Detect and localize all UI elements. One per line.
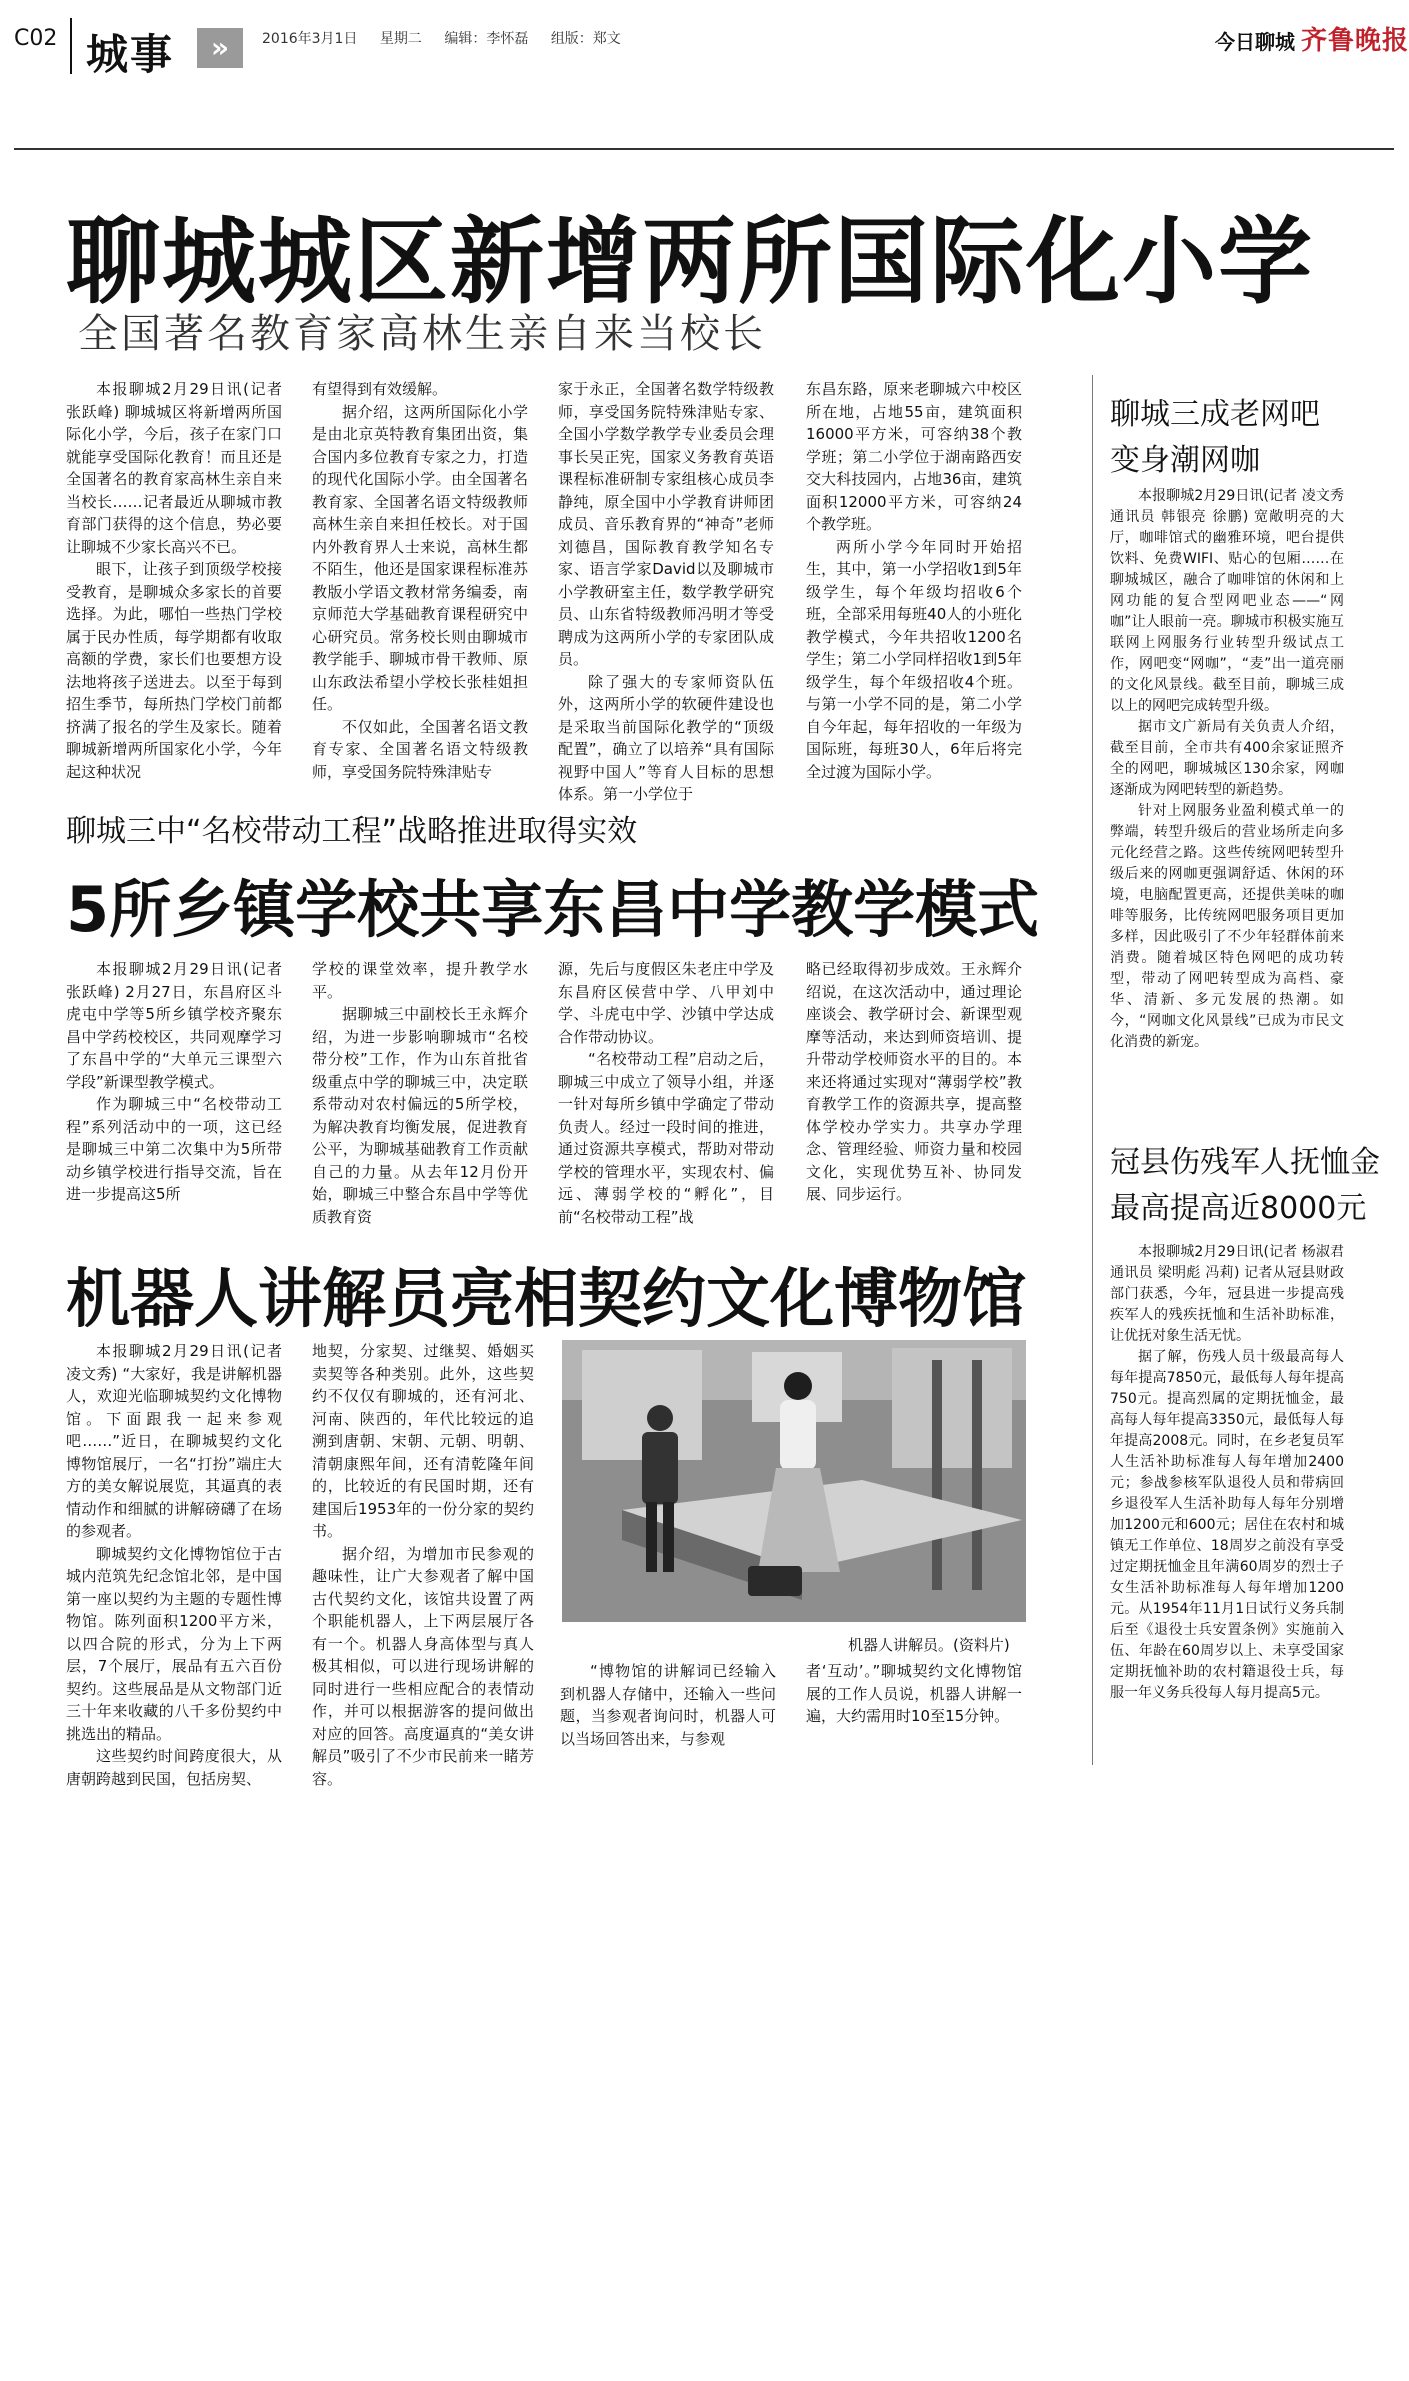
paragraph: 据介绍，为增加市民参观的趣味性，让广大参观者了解中国古代契约文化，该馆共设置了两个职能机器人，上下两层展厅各有一个。机器人身高体型与真人极其相似，可以进行现场讲解的同时进行一些相应配合的表情动作，并可以根据游客的提问做出对应的回答。高度逼真的“美女讲解员”吸引了不少市民前来一睹芳容。 (312, 1544, 534, 1788)
side1-headline: 聊城三成老网吧 变身潮网咖 (1110, 397, 1320, 478)
story2-column-3 (558, 958, 774, 1228)
paragraph: 本报聊城2月29日讯(记者 张跃峰) 聊城城区将新增两所国际化小学，今后，孩子在家门口就能享受国际化教育！而且还是全国著名的教育家高林生亲自来当校长……记者最近从聊城市教育部门获得的这个信息，势必要让聊城不少家长高兴不已。 (66, 380, 282, 556)
story1-subhead: 全国著名教育家高林生亲自来当校长 (78, 311, 766, 357)
story3-column-3 (560, 1660, 776, 1750)
story3-column-4 (806, 1660, 1022, 1728)
story2-column-1 (66, 958, 282, 1206)
paragraph: “博物馆的讲解词已经输入到机器人存储中，还输入一些问题，当参观者询问时，机器人可以当场回答出来，与参观 (560, 1662, 776, 1748)
paragraph: 本报聊城2月29日讯(记者 凌文秀) “大家好，我是讲解机器人，欢迎光临聊城契约文化博物馆。下面跟我一起来参观吧……”近日，在聊城契约文化博物馆展厅，一名“打扮”端庄大方的美女解说展览，其逼真的表情动作和细腻的讲解磅礴了在场的参观者。 (66, 1342, 282, 1540)
story1-column-2 (312, 378, 528, 783)
paragraph: 不仅如此，全国著名语文教育专家、全国著名语文特级教师，享受国务院特殊津贴专 (312, 717, 528, 781)
chevron-icon: » (197, 28, 243, 68)
paragraph: 者‘互动’。”聊城契约文化博物馆展的工作人员说，机器人讲解一遍，大约需用时10至15分钟。 (806, 1662, 1022, 1725)
paragraph: 东昌东路，原来老聊城六中校区所在地，占地55亩，建筑面积16000平方米，可容纳38个教学班；第二小学位于湖南路西安交大科技园内，占地36亩，建筑面积12000平方米，可容纳24个教学班。 (806, 380, 1022, 533)
paragraph: 有望得到有效缓解。 (312, 380, 448, 398)
paragraph: 据聊城三中副校长王永辉介绍，为进一步影响聊城市“名校带分校”工作，作为山东首批省级重点中学的聊城三中，决定联系带动对农村偏远的5所学校，为解决教育均衡发展，促进教育公平，为聊城基础教育工作贡献自己的力量。从去年12月份开始，聊城三中整合东昌中学等优质教育资 (312, 1005, 528, 1226)
paragraph: 本报聊城2月29日讯(记者 凌文秀 通讯员 韩银亮 徐鹏) 宽敞明亮的大厅，咖啡馆式的幽雅环境，吧台提供饮料、免费WIFI、贴心的包厢……在聊城城区，融合了咖啡馆的休闲和上网功能的复合型网吧业态——“网咖”让人眼前一亮。聊城市积极实施互联网上网服务行业转型升级试点工作，网吧变“网咖”，“麦”出一道亮丽的文化风景线。截至目前，聊城三成以上的网吧完成转型升级。 (1110, 488, 1344, 714)
story1-column-3 (558, 378, 774, 806)
layout-credit: 组版：郑文 (550, 31, 621, 47)
paragraph: 学校的课堂效率，提升教学水平。 (312, 960, 528, 1001)
page-header (0, 0, 1409, 80)
sidebar-divider (1092, 375, 1093, 1765)
paragraph: 除了强大的专家师资队伍外，这两所小学的软硬件建设也是采取当前国际化教学的“顶级配置”，确立了以培养“具有国际视野中国人”等育人目标的思想体系。第一小学位于 (558, 672, 774, 803)
paragraph: “名校带动工程”启动之后，聊城三中成立了领导小组，并逐一针对每所乡镇中学确定了带动负责人。经过一段时间的推进，通过资源共享模式，帮助对带动学校的管理水平，实现农村、偏远、薄弱学校的“孵化”，目前“名校带动工程”战 (558, 1050, 774, 1226)
paragraph: 这些契约时间跨度很大，从唐朝跨越到民国，包括房契、 (66, 1747, 282, 1788)
paragraph: 略已经取得初步成效。王永辉介绍说，在这次活动中，通过理论座谈会、教学研讨会、新课型观摩等活动，来达到师资培训、提升带动学校师资水平的目的。本来还将通过实现对“薄弱学校”教育教学工作的资源共享，提高整体学校办学实力。共享办学理念、管理经验、师资力量和校园文化，实现优势互补、协同发展、同步运行。 (806, 960, 1022, 1203)
story2-column-4 (806, 958, 1022, 1206)
paragraph: 地契，分家契、过继契、婚姻买卖契等各种类别。此外，这些契约不仅仅有聊城的，还有河北、河南、陕西的，年代比较远的追溯到唐朝、宋朝、元朝、明朝、清朝康熙年间，还有清乾隆年间的，比较近的有民国时期，还有建国后1953年的一份分家的契约书。 (312, 1342, 534, 1540)
section-name: 城事 (86, 30, 175, 79)
story1-column-1 (66, 378, 282, 783)
issue-weekday: 星期二 (379, 31, 422, 47)
side1-body (1110, 486, 1344, 1053)
paragraph: 本报聊城2月29日讯(记者 张跃峰) 2月27日，东昌府区斗虎屯中学等5所乡镇学校齐聚东昌中学药校校区，共同观摩学习了东昌中学的“大单元三课型六学段”新课型教学模式。 (66, 960, 282, 1091)
paragraph: 据市文广新局有关负责人介绍，截至目前，全市共有400余家证照齐全的网吧，聊城城区130余家，网咖逐渐成为网吧转型的新趋势。 (1110, 719, 1344, 798)
story1-headline: 聊城城区新增两所国际化小学 (66, 208, 1315, 317)
issue-date: 2016年3月1日 (262, 31, 358, 47)
paragraph: 家于永正，全国著名数学特级教师，享受国务院特殊津贴专家、全国小学数学教学专业委员会理事长吴正宪，国家义务教育英语课程标准研制专家组核心成员李静纯，原全国中小学教育讲师团成员、音乐教育界的“神奇”老师刘德昌，国际教育教学知名专家、语言学家David以及聊城市小学教研室主任，数学教学研究员、山东省特级教师冯明才等受聘成为这两所小学的专家团队成员。 (558, 380, 774, 668)
paragraph: 据介绍，这两所国际化小学是由北京英特教育集团出资，集合国内多位教育专家之力，打造的现代化国际小学。由全国著名教育家、全国著名语文特级教师高林生亲自来担任校长。对于国内外教育界人士来说，高林生都不陌生，他还是国家课程标准苏教版小学语文教材常务编委，南京师范大学基础教育课程研究中心研究员。常务校长则由聊城市教学能手、聊城市骨干教师、原山东政法希望小学校长张桂姐担任。 (312, 402, 528, 713)
header-divider (70, 18, 72, 74)
paragraph: 本报聊城2月29日讯(记者 杨淑君 通讯员 梁明彪 冯莉) 记者从冠县财政部门获悉，今年，冠县进一步提高残疾军人的残疾抚恤和生活补助标准，让优抚对象生活无忧。 (1110, 1244, 1344, 1344)
side2-body (1110, 1242, 1344, 1704)
story2-headline: 5所乡镇学校共享东昌中学教学模式 (66, 873, 1040, 946)
story3-column-1 (66, 1340, 282, 1790)
paragraph: 针对上网服务业盈利模式单一的弊端，转型升级后的营业场所走向多元化经营之路。这些传统网吧转型升级后来的网咖更强调舒适、休闲的环境，电脑配置更高，还提供美味的咖啡等服务，比传统网吧服务项目更加多样，因此吸引了不少年轻群体前来消费。随着城区特色网吧的成功转型，带动了网吧转型成为高档、豪华、清新、多元发展的热潮。如今，“网咖文化风景线”已成为市民文化消费的新宠。 (1110, 803, 1344, 1050)
header-rule (14, 148, 1394, 150)
paragraph: 两所小学今年同时开始招生，其中，第一小学招收1到5年级学生，每个年级均招收6个班，全部采用每班40人的小班化教学模式，今年共招收1200名学生；第二小学同样招收1到5年级学生，每个年级招收4个班。与第一小学不同的是，第二小学自今年起，每年招收的一年级为国际班，每班30人，6年后将完全过渡为国际小学。 (806, 537, 1022, 781)
story1-column-4 (806, 378, 1022, 783)
paragraph: 聊城契约文化博物馆位于古城内范筑先纪念馆北邻，是中国第一座以契约为主题的专题性博物馆。陈列面积1200平方米，以四合院的形式，分为上下两层，7个展厅，展品有五六百份契约。这些展品是从文物部门近三十年来收藏的八千多份契约中挑选出的精品。 (66, 1544, 282, 1743)
paragraph: 源，先后与度假区朱老庄中学及东昌府区侯营中学、八甲刘中学、斗虎屯中学、沙镇中学达成合作带动协议。 (558, 960, 774, 1046)
issue-meta (262, 28, 639, 48)
newspaper-logo: 齐鲁晚报 (1301, 26, 1409, 56)
story2-kicker: 聊城三中“名校带动工程”战略推进取得实效 (66, 814, 638, 849)
paragraph: 作为聊城三中“名校带动工程”系列活动中的一项，这已经是聊城三中第二次集中为5所带动乡镇学校进行指导交流，旨在进一步提高这5所 (66, 1095, 282, 1203)
brand-section: 今日聊城 (1215, 30, 1295, 54)
photo-caption: 机器人讲解员。(资料片) (848, 1636, 1010, 1654)
robot-guide-photo (562, 1340, 1026, 1622)
side2-headline: 冠县伤残军人抚恤金 最高提高近8000元 (1110, 1145, 1380, 1226)
paragraph: 据了解，伤残人员十级最高每人每年提高7850元，最低每人每年提高750元。提高烈属的定期抚恤金，最高每人每年提高3350元，最低每人每年提高2008元。同时，在乡老复员军人生活补助标准每人每年增加2400元；参战参核军队退役人员和带病回乡退役军人生活补助每人每年分别增加1200元和600元；居住在农村和城镇无工作单位、18周岁之前没有享受过定期抚恤金且年满60周岁的烈士子女生活补助标准每人每年增加1200元。从1954年11月1日试行义务兵制后至《退役士兵安置条例》实施前入伍、年龄在60周岁以上、未享受国家定期抚恤补助的农村籍退役士兵，每服一年义务兵役每人每月提高5元。 (1110, 1349, 1344, 1701)
paragraph: 眼下，让孩子到顶级学校接受教育，是聊城众多家长的首要选择。为此，哪怕一些热门学校属于民办性质，每学期都有收取高额的学费，家长们也要想方设法地将孩子送进去。以至于每到招生季节，每所热门学校门前都挤满了报名的学生及家长。随着聊城新增两所国家化小学，今年起这种状况 (66, 560, 282, 781)
story3-column-2 (312, 1340, 534, 1790)
story3-headline: 机器人讲解员亮相契约文化博物馆 (66, 1263, 1026, 1337)
page-number: C02 (14, 26, 58, 51)
editor-credit: 编辑：李怀磊 (444, 31, 529, 47)
story2-column-2 (312, 958, 528, 1228)
